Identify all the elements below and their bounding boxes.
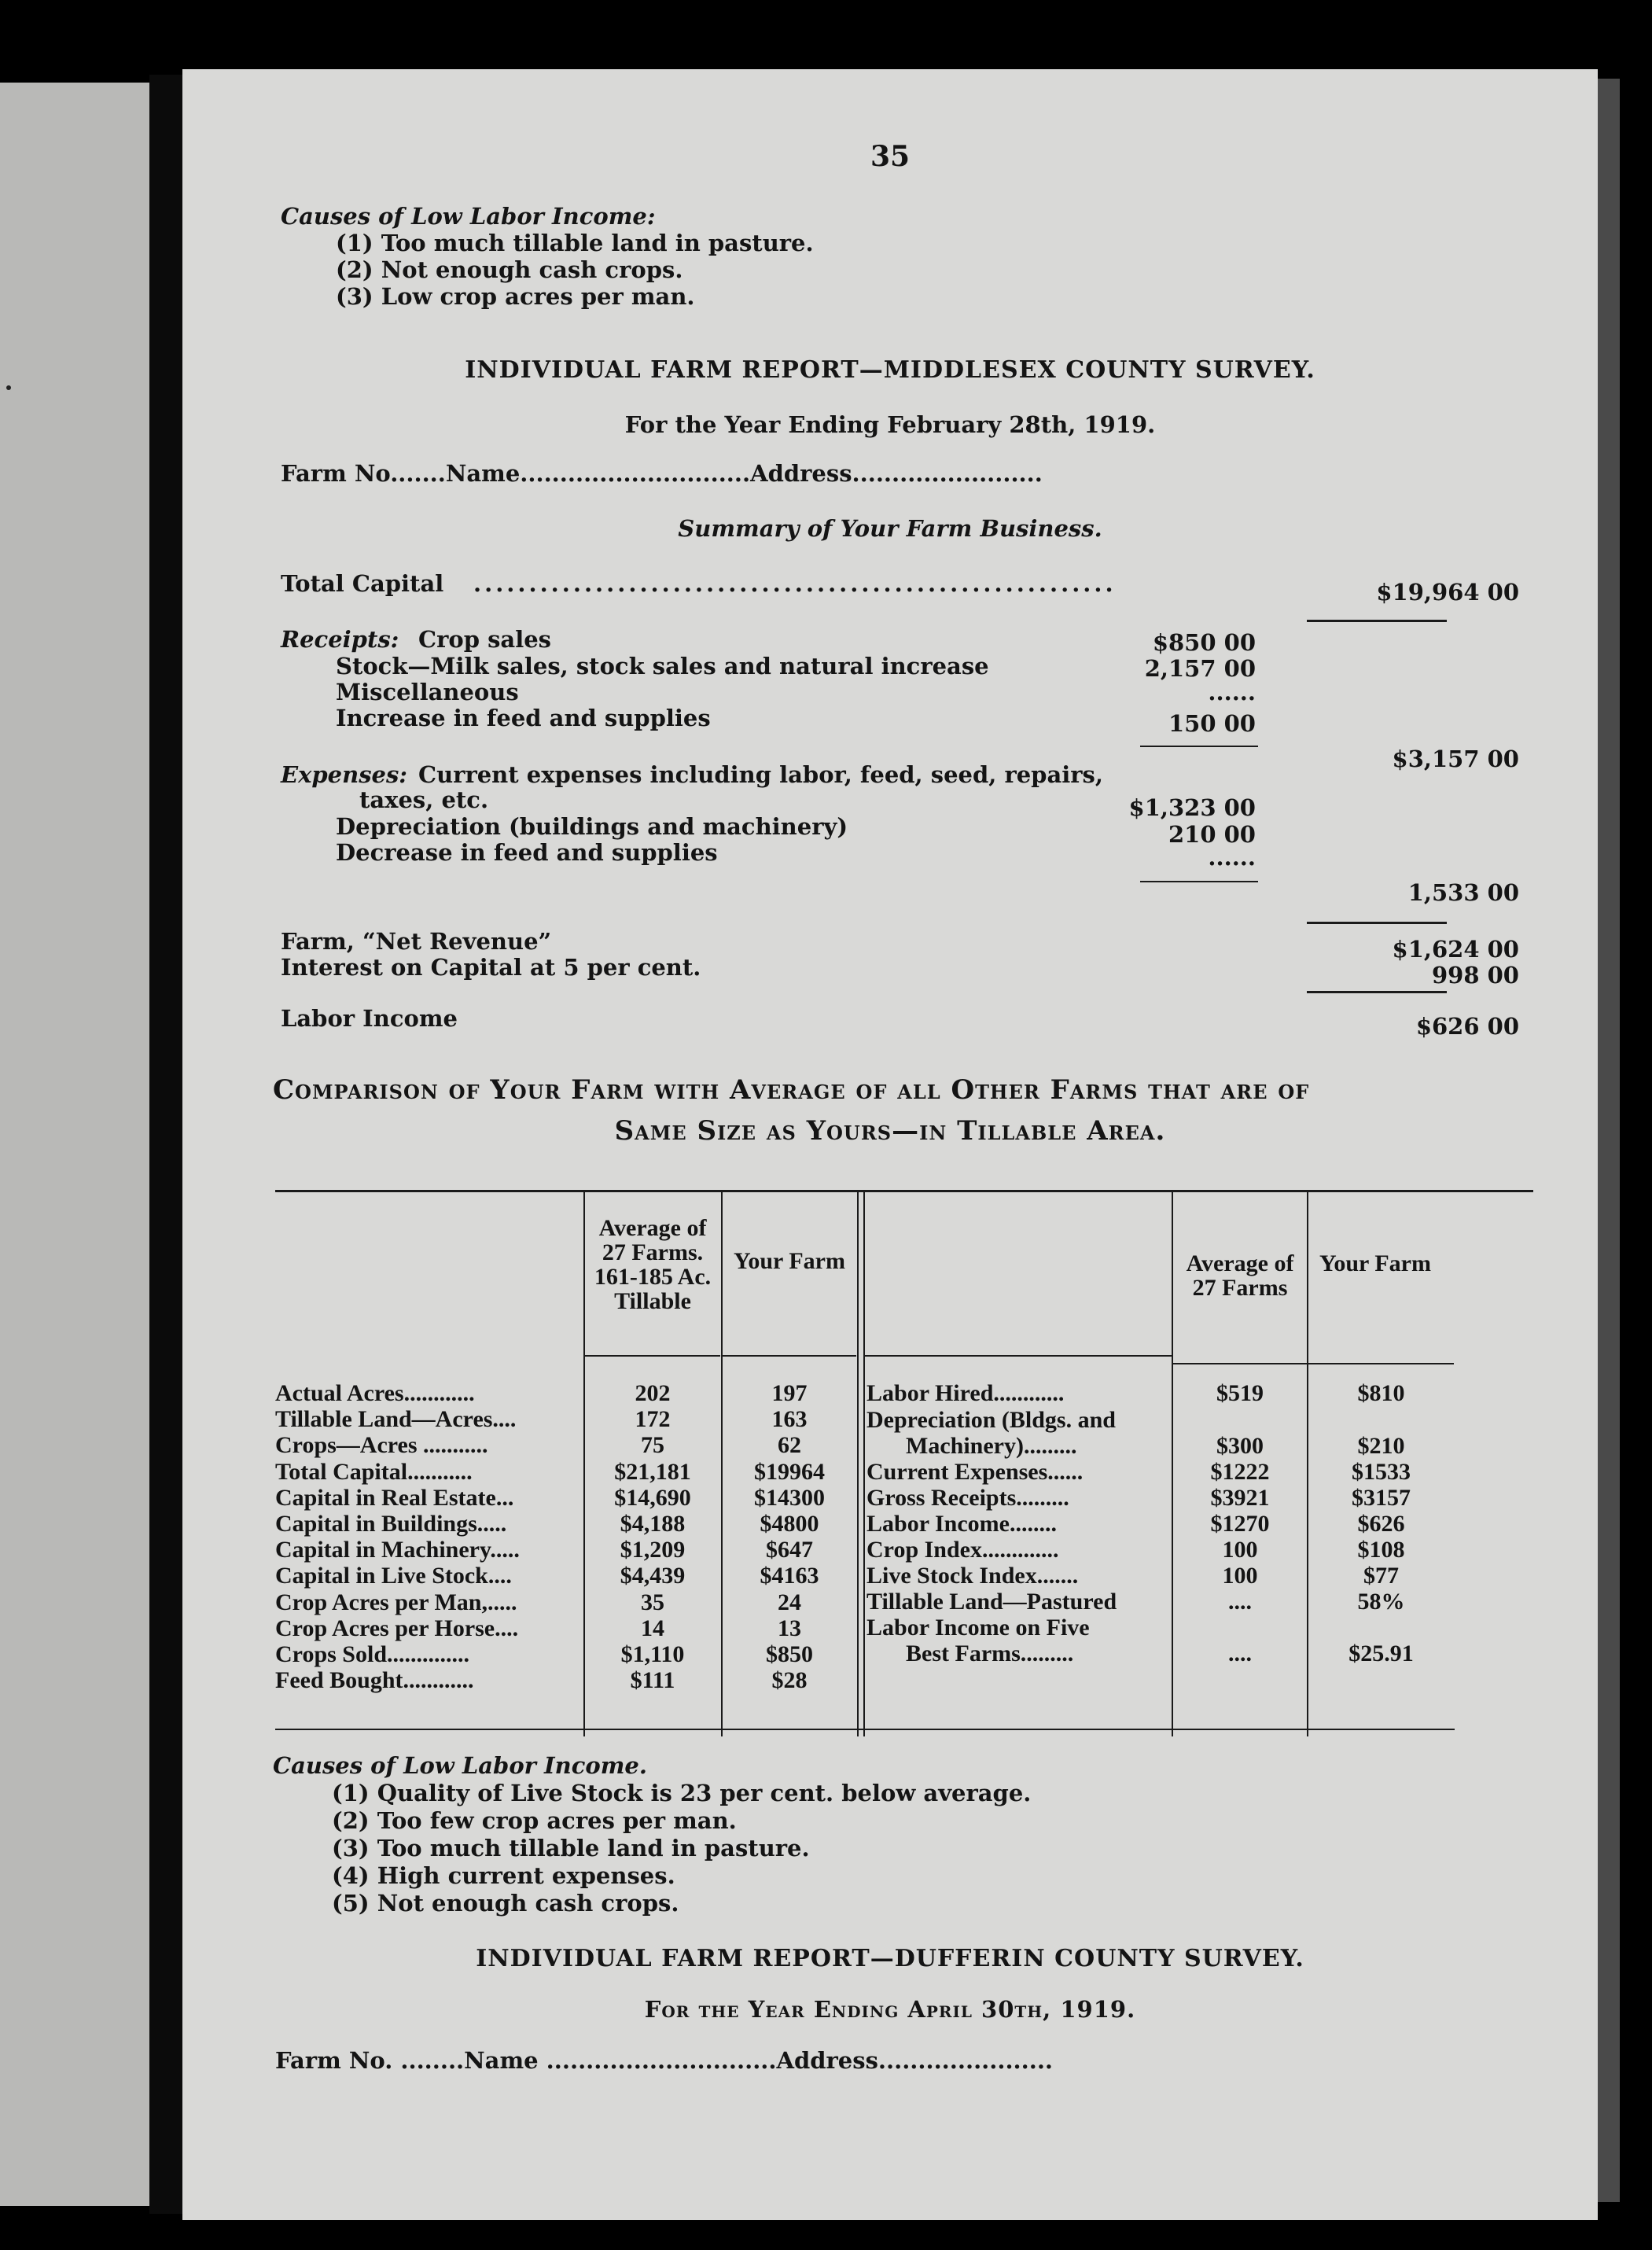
expense-label: Decrease in feed and supplies xyxy=(336,839,718,866)
table-divider xyxy=(863,1190,865,1736)
header-rule xyxy=(585,1355,720,1357)
header-avg-right: Average of 27 Farms xyxy=(1186,1250,1294,1301)
header-rule xyxy=(1173,1363,1307,1364)
row-your: $647 xyxy=(766,1537,813,1563)
row-your: $850 xyxy=(766,1641,813,1667)
row-your: 197 xyxy=(771,1380,808,1406)
row-label: Crop Index............. xyxy=(866,1537,1059,1563)
row-avg: 14 xyxy=(641,1615,664,1641)
middlesex-subtitle: For the Year Ending February 28th, 1919. xyxy=(624,411,1156,438)
table-divider xyxy=(857,1190,859,1736)
receipt-label: Crop sales xyxy=(418,626,551,653)
row-avg: 172 xyxy=(635,1406,671,1433)
causes-bottom-item: (5) Not enough cash crops. xyxy=(332,1890,679,1917)
receipts-label: Receipts: xyxy=(281,626,399,653)
dufferin-farm-line: Farm No. ........Name .............................Address...................... xyxy=(275,2047,1054,2074)
row-avg: $14,690 xyxy=(614,1484,691,1511)
row-your: 58% xyxy=(1357,1589,1405,1615)
causes-top-item: (1) Too much tillable land in pasture. xyxy=(336,230,814,256)
receipt-amount: $850 00 xyxy=(1152,629,1256,656)
causes-top-item: (3) Low crop acres per man. xyxy=(336,283,695,310)
receipt-amount: 2,157 00 xyxy=(1144,655,1256,682)
row-your: $1533 xyxy=(1352,1459,1411,1485)
row-label: Capital in Real Estate... xyxy=(275,1484,514,1511)
net-revenue-amount: $1,624 00 xyxy=(1392,936,1519,963)
expenses-total: 1,533 00 xyxy=(1407,879,1519,906)
row-your: $4800 xyxy=(760,1511,819,1537)
receipt-amount: ...... xyxy=(1208,679,1256,705)
expense-label: Depreciation (buildings and machinery) xyxy=(336,813,848,840)
interest-label: Interest on Capital at 5 per cent. xyxy=(281,954,701,981)
header-avg-left: Average of 27 Farms. 161-185 Ac. Tillable xyxy=(594,1215,712,1314)
row-your: $77 xyxy=(1363,1563,1399,1589)
row-your: $210 xyxy=(1357,1433,1405,1459)
row-label: Actual Acres............ xyxy=(275,1380,475,1406)
row-avg: 100 xyxy=(1222,1563,1258,1589)
row-your: $3157 xyxy=(1352,1485,1411,1511)
table-top-rule xyxy=(275,1190,1533,1192)
expenses-first-line: Current expenses including labor, feed, seed, repairs, xyxy=(418,761,1103,788)
row-avg: 75 xyxy=(641,1432,664,1459)
net-revenue-label: Farm, “Net Revenue” xyxy=(281,928,552,955)
header-your-left: Your Farm xyxy=(734,1248,845,1274)
row-label: Machinery)......... xyxy=(906,1433,1077,1459)
row-your: 163 xyxy=(771,1406,808,1433)
summary-heading: Summary of Your Farm Business. xyxy=(678,515,1102,542)
row-label: Current Expenses...... xyxy=(866,1459,1084,1485)
causes-bottom-item: (3) Too much tillable land in pasture. xyxy=(332,1835,810,1861)
row-label: Labor Income on Five xyxy=(866,1615,1090,1641)
dufferin-subtitle: For the Year Ending April 30th, 1919. xyxy=(644,1996,1136,2023)
row-label: Capital in Buildings..... xyxy=(275,1511,507,1537)
header-rule xyxy=(865,1355,1172,1357)
row-label: Crop Acres per Man,..... xyxy=(275,1589,517,1615)
row-label: Capital in Live Stock.... xyxy=(275,1563,512,1589)
header-your-right: Your Farm xyxy=(1319,1250,1431,1276)
row-avg: 202 xyxy=(635,1380,671,1406)
dufferin-title: INDIVIDUAL FARM REPORT—DUFFERIN COUNTY SURVEY. xyxy=(476,1945,1304,1972)
row-your: $4163 xyxy=(760,1563,819,1589)
row-your: $14300 xyxy=(754,1484,825,1511)
comparison-title: Comparison of Your Farm with Average of all Other Farms that are of xyxy=(273,1074,1310,1106)
book-spine xyxy=(149,75,182,2214)
row-your: $28 xyxy=(771,1667,808,1694)
receipt-label: Increase in feed and supplies xyxy=(336,705,711,731)
comparison-subtitle: Same Size as Yours—in Tillable Area. xyxy=(614,1115,1166,1147)
causes-bottom-item: (4) High current expenses. xyxy=(332,1862,675,1889)
expense-label: taxes, etc. xyxy=(359,786,489,813)
causes-top-item: (2) Not enough cash crops. xyxy=(336,256,683,283)
expenses-label: Expenses: xyxy=(281,761,408,788)
row-label: Feed Bought............ xyxy=(275,1667,474,1694)
causes-top-heading: Causes of Low Labor Income: xyxy=(281,203,656,230)
row-avg: $1270 xyxy=(1210,1511,1270,1537)
table-bottom-rule xyxy=(275,1729,1455,1730)
header-rule xyxy=(1308,1363,1454,1364)
labor-income-amount: $626 00 xyxy=(1415,1013,1519,1040)
expense-amount: ...... xyxy=(1208,844,1256,871)
row-avg: $111 xyxy=(630,1667,675,1694)
receipt-label: Miscellaneous xyxy=(336,679,519,705)
farm-id-line: Farm No.......Name.............................Address........................ xyxy=(281,460,1043,487)
row-label: Capital in Machinery..... xyxy=(275,1537,520,1563)
row-avg: $1222 xyxy=(1210,1459,1270,1485)
speck-mark xyxy=(6,385,11,390)
row-your: 13 xyxy=(778,1615,801,1641)
rule xyxy=(1307,922,1447,924)
receipts-total: $3,157 00 xyxy=(1392,746,1519,772)
row-your: $810 xyxy=(1357,1380,1405,1406)
causes-bottom-item: (1) Quality of Live Stock is 23 per cent. below average. xyxy=(332,1780,1032,1806)
row-avg: $1,209 xyxy=(620,1537,686,1563)
row-label: Labor Income........ xyxy=(866,1511,1057,1537)
rule xyxy=(1307,991,1447,993)
rule xyxy=(1307,620,1447,622)
row-label: Tillable Land—Pastured xyxy=(866,1589,1117,1615)
receipt-amount: 150 00 xyxy=(1168,710,1256,737)
row-your: $108 xyxy=(1357,1537,1405,1563)
leader-dots: .......................................................... xyxy=(473,570,1117,597)
row-avg: .... xyxy=(1228,1641,1252,1666)
page-number: 35 xyxy=(870,140,911,173)
row-your: 62 xyxy=(778,1432,801,1459)
page-edge xyxy=(1598,79,1620,2202)
middlesex-title: INDIVIDUAL FARM REPORT—MIDDLESEX COUNTY SURVEY. xyxy=(465,356,1315,384)
expense-amount: 210 00 xyxy=(1168,821,1256,848)
causes-bottom-item: (2) Too few crop acres per man. xyxy=(332,1807,737,1834)
causes-bottom-heading: Causes of Low Labor Income. xyxy=(273,1752,647,1779)
row-avg: $1,110 xyxy=(620,1641,685,1667)
row-label: Crops Sold.............. xyxy=(275,1641,470,1667)
row-label: Crop Acres per Horse.... xyxy=(275,1615,519,1641)
document-page xyxy=(182,69,1598,2220)
receipt-label: Stock—Milk sales, stock sales and natural increase xyxy=(336,653,989,679)
row-avg: 100 xyxy=(1222,1537,1258,1563)
total-capital-label: Total Capital xyxy=(281,570,444,597)
row-label: Best Farms......... xyxy=(906,1641,1074,1666)
row-label: Live Stock Index....... xyxy=(866,1563,1079,1589)
labor-income-label: Labor Income xyxy=(281,1005,458,1032)
row-avg: $4,439 xyxy=(620,1563,686,1589)
expense-amount: $1,323 00 xyxy=(1128,794,1256,821)
total-capital-amount: $19,964 00 xyxy=(1376,579,1519,606)
row-label: Tillable Land—Acres.... xyxy=(275,1406,517,1433)
row-avg: .... xyxy=(1228,1589,1252,1615)
row-your: $626 xyxy=(1357,1511,1405,1537)
header-rule xyxy=(723,1355,856,1357)
row-avg: 35 xyxy=(641,1589,664,1615)
rule xyxy=(1140,746,1258,747)
row-avg: $4,188 xyxy=(620,1511,686,1537)
row-your: $25.91 xyxy=(1348,1641,1414,1666)
row-label: Total Capital........... xyxy=(275,1458,473,1485)
row-avg: $300 xyxy=(1216,1433,1264,1459)
rule xyxy=(1140,881,1258,882)
row-avg: $3921 xyxy=(1210,1485,1270,1511)
facing-page xyxy=(0,83,149,2206)
row-avg: $21,181 xyxy=(614,1458,691,1485)
row-label: Gross Receipts......... xyxy=(866,1485,1069,1511)
row-avg: $519 xyxy=(1216,1380,1264,1406)
row-your: $19964 xyxy=(754,1458,825,1485)
row-label: Depreciation (Bldgs. and xyxy=(866,1407,1116,1433)
row-label: Crops—Acres ........... xyxy=(275,1432,488,1459)
interest-amount: 998 00 xyxy=(1432,962,1519,989)
row-your: 24 xyxy=(778,1589,801,1615)
row-label: Labor Hired............ xyxy=(866,1380,1065,1406)
